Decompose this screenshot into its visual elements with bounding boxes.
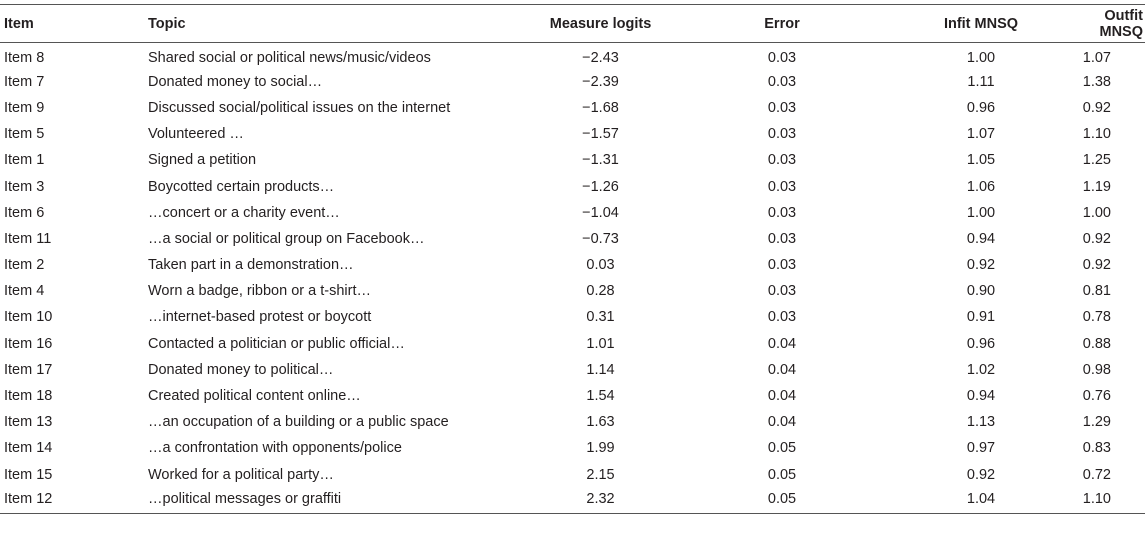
cell-measure-logits: 1.54 — [586, 388, 615, 405]
header-infit-mnsq: Infit MNSQ — [891, 5, 1071, 43]
cell-error: 0.04 — [767, 414, 797, 431]
table-row — [0, 331, 1145, 357]
header-item: Item — [0, 5, 148, 43]
cell-error: 0.04 — [767, 361, 797, 378]
cell-outfit-mnsq: 1.25 — [1082, 152, 1111, 169]
cell-item: Item 11 — [4, 230, 52, 247]
cell-outfit-mnsq: 0.72 — [1082, 466, 1111, 483]
cell-topic: …a confrontation with opponents/police — [148, 440, 402, 457]
cell-topic: Signed a petition — [148, 152, 257, 169]
cell-infit-mnsq: 0.94 — [966, 388, 996, 405]
header-row — [0, 5, 1145, 43]
cell-measure-logits: 1.01 — [586, 335, 615, 352]
cell-measure-logits: −2.39 — [582, 73, 619, 90]
table-row — [0, 200, 1145, 226]
table-row — [0, 252, 1145, 278]
table-row — [0, 435, 1145, 461]
table-row — [0, 462, 1145, 488]
cell-error: 0.03 — [767, 309, 797, 326]
cell-infit-mnsq: 1.02 — [966, 361, 996, 378]
cell-infit-mnsq: 0.97 — [966, 440, 996, 457]
cell-item: Item 15 — [4, 466, 53, 483]
table-row — [0, 409, 1145, 435]
cell-infit-mnsq: 1.04 — [891, 488, 1071, 514]
cell-item: Item 8 — [4, 49, 45, 66]
cell-outfit-mnsq: 1.07 — [1082, 49, 1111, 66]
cell-error: 0.03 — [767, 49, 797, 66]
table-row — [0, 278, 1145, 304]
table-row — [0, 69, 1145, 95]
table-row — [0, 173, 1145, 199]
cell-item: Item 12 — [0, 488, 148, 514]
header-error: Error — [673, 5, 891, 43]
cell-infit-mnsq: 1.00 — [966, 204, 996, 221]
table-row — [0, 121, 1145, 147]
cell-topic: …internet-based protest or boycott — [148, 309, 372, 326]
table-header — [0, 5, 1145, 43]
cell-outfit-mnsq: 1.19 — [1082, 178, 1111, 195]
cell-outfit-mnsq: 1.38 — [1082, 73, 1111, 90]
cell-infit-mnsq: 0.90 — [966, 283, 996, 300]
cell-infit-mnsq: 0.94 — [966, 230, 996, 247]
cell-outfit-mnsq: 0.92 — [1082, 257, 1111, 274]
cell-topic: Worn a badge, ribbon or a t-shirt… — [148, 283, 371, 300]
cell-measure-logits: −0.73 — [582, 230, 619, 247]
cell-topic: …concert or a charity event… — [148, 204, 340, 221]
cell-item: Item 13 — [4, 414, 53, 431]
cell-measure-logits: 1.63 — [586, 414, 615, 431]
cell-topic: Boycotted certain products… — [148, 178, 335, 195]
cell-infit-mnsq: 1.00 — [966, 49, 996, 66]
cell-item: Item 10 — [4, 309, 53, 326]
table-row — [0, 488, 1145, 514]
table-row — [0, 383, 1145, 409]
cell-error: 0.05 — [767, 466, 797, 483]
table-row — [0, 95, 1145, 121]
cell-item: Item 1 — [4, 152, 45, 169]
cell-infit-mnsq: 1.06 — [966, 178, 996, 195]
cell-item: Item 14 — [4, 440, 53, 457]
header-measure-logits: Measure logits — [528, 5, 673, 43]
cell-error: 0.03 — [767, 152, 797, 169]
cell-infit-mnsq: 0.92 — [966, 257, 996, 274]
cell-item: Item 16 — [4, 335, 53, 352]
cell-measure-logits: −1.26 — [582, 178, 619, 195]
cell-item: Item 3 — [4, 178, 45, 195]
cell-infit-mnsq: 0.96 — [966, 99, 996, 116]
cell-outfit-mnsq: 0.98 — [1082, 361, 1111, 378]
cell-topic: Taken part in a demonstration… — [148, 257, 354, 274]
cell-infit-mnsq: 0.91 — [966, 309, 996, 326]
cell-error: 0.03 — [767, 204, 797, 221]
cell-item: Item 2 — [4, 257, 45, 274]
cell-outfit-mnsq: 0.88 — [1082, 335, 1111, 352]
cell-error: 0.03 — [767, 230, 797, 247]
cell-item: Item 6 — [4, 204, 45, 221]
table-row — [0, 147, 1145, 173]
cell-outfit-mnsq: 0.83 — [1082, 440, 1111, 457]
cell-outfit-mnsq: 1.29 — [1082, 414, 1111, 431]
cell-item: Item 17 — [4, 361, 53, 378]
cell-outfit-mnsq: 1.10 — [1082, 126, 1111, 143]
cell-outfit-mnsq: 1.00 — [1082, 204, 1111, 221]
cell-item: Item 18 — [4, 388, 53, 405]
cell-topic: Donated money to social… — [148, 73, 323, 90]
cell-error: 0.03 — [767, 283, 797, 300]
cell-item: Item 9 — [4, 99, 45, 116]
cell-topic: …an occupation of a building or a public space — [148, 414, 449, 431]
cell-infit-mnsq: 0.96 — [966, 335, 996, 352]
cell-error: 0.05 — [673, 488, 891, 514]
cell-error: 0.05 — [767, 440, 797, 457]
cell-topic: Discussed social/political issues on the internet — [148, 99, 451, 116]
table-row — [0, 226, 1145, 252]
cell-measure-logits: 2.15 — [586, 466, 615, 483]
cell-measure-logits: −1.31 — [582, 152, 619, 169]
cell-measure-logits: −2.43 — [582, 49, 619, 66]
cell-error: 0.04 — [767, 388, 797, 405]
cell-topic: Created political content online… — [148, 388, 361, 405]
cell-item: Item 5 — [4, 126, 45, 143]
header-topic: Topic — [148, 5, 528, 43]
cell-error: 0.04 — [767, 335, 797, 352]
cell-infit-mnsq: 1.13 — [966, 414, 996, 431]
table-body — [0, 43, 1145, 514]
cell-outfit-mnsq: 0.81 — [1082, 283, 1111, 300]
cell-outfit-mnsq: 0.78 — [1082, 309, 1111, 326]
cell-measure-logits: 1.14 — [586, 361, 615, 378]
cell-error: 0.03 — [767, 257, 797, 274]
cell-outfit-mnsq: 0.92 — [1082, 230, 1111, 247]
cell-topic: Donated money to political… — [148, 361, 334, 378]
cell-measure-logits: −1.04 — [582, 204, 619, 221]
item-statistics-table — [0, 4, 1145, 514]
cell-topic: Shared social or political news/music/videos — [148, 49, 431, 66]
cell-measure-logits: −1.57 — [582, 126, 619, 143]
cell-topic: Contacted a politician or public official… — [148, 335, 405, 352]
header-outfit-mnsq: Outfit MNSQ — [1071, 5, 1145, 43]
cell-item: Item 7 — [4, 73, 45, 90]
cell-topic: …a social or political group on Facebook… — [148, 230, 425, 247]
table-row — [0, 304, 1145, 330]
cell-infit-mnsq: 0.92 — [966, 466, 996, 483]
cell-measure-logits: 0.31 — [586, 309, 615, 326]
cell-topic: Worked for a political party… — [148, 466, 334, 483]
cell-measure-logits: 1.99 — [586, 440, 615, 457]
cell-topic: Volunteered … — [148, 126, 244, 143]
cell-infit-mnsq: 1.05 — [966, 152, 996, 169]
cell-measure-logits: 0.03 — [586, 257, 615, 274]
cell-measure-logits: 0.28 — [586, 283, 615, 300]
cell-error: 0.03 — [767, 99, 797, 116]
cell-error: 0.03 — [767, 178, 797, 195]
cell-error: 0.03 — [767, 126, 797, 143]
cell-measure-logits: 2.32 — [528, 488, 673, 514]
cell-outfit-mnsq: 1.10 — [1071, 488, 1145, 514]
cell-infit-mnsq: 1.07 — [966, 126, 996, 143]
cell-outfit-mnsq: 0.76 — [1082, 388, 1111, 405]
cell-measure-logits: −1.68 — [582, 99, 619, 116]
cell-item: Item 4 — [4, 283, 45, 300]
cell-outfit-mnsq: 0.92 — [1082, 99, 1111, 116]
cell-topic: …political messages or graffiti — [148, 488, 528, 514]
cell-error: 0.03 — [767, 73, 797, 90]
table-row — [0, 43, 1145, 69]
cell-infit-mnsq: 1.11 — [967, 73, 995, 90]
table-row — [0, 357, 1145, 383]
